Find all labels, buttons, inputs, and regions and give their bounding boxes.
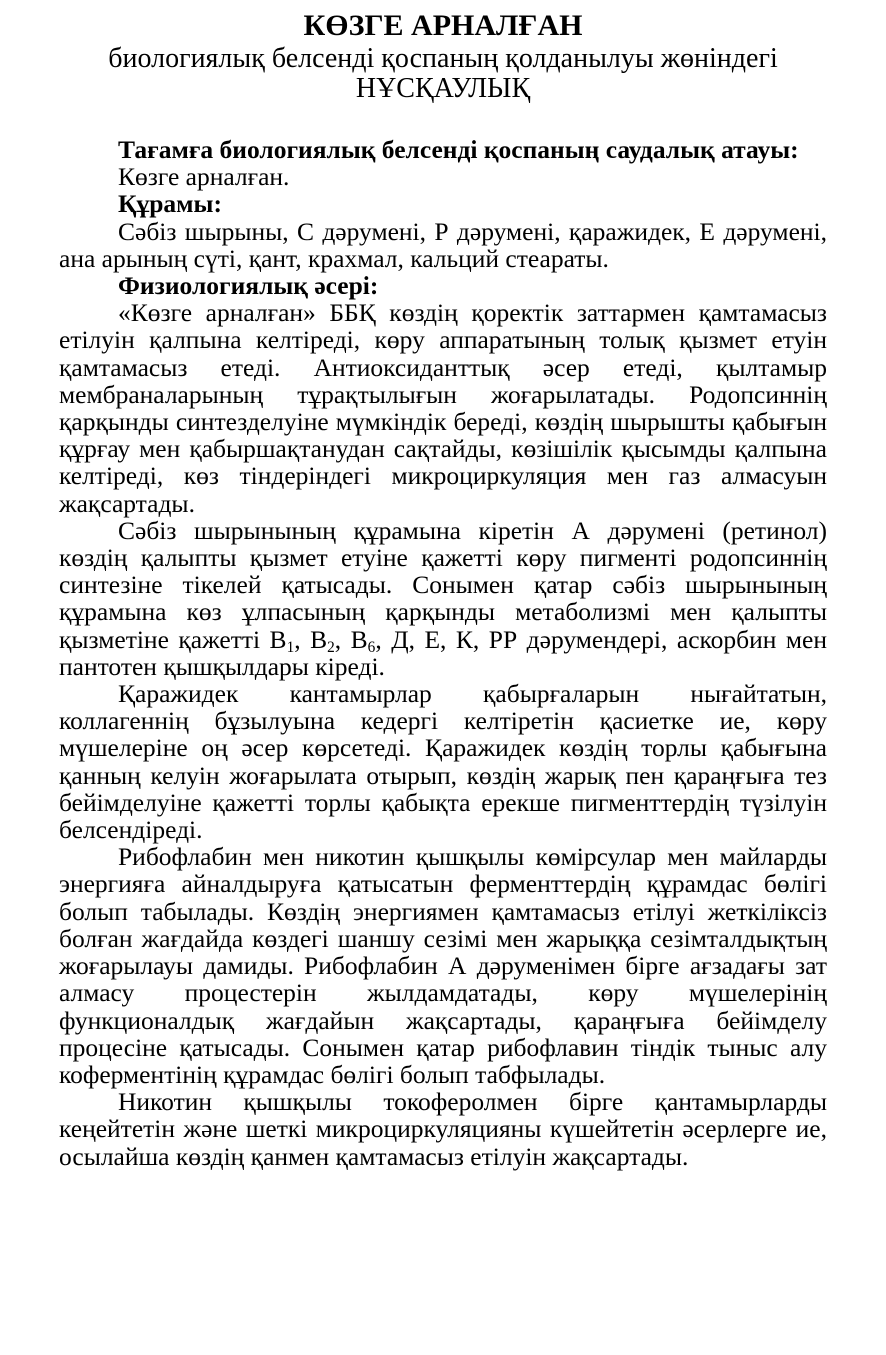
document-page (59, 8, 827, 1170)
p2-sub-2: 2 (327, 638, 335, 656)
p2-sub-3: 6 (367, 638, 376, 656)
p2-sub-1: 1 (286, 638, 295, 656)
trade-name-text: Көзге арналған. (118, 162, 290, 192)
trade-name-heading: Тағамға биологиялық белсенді қоспаның саудалық атауы: (118, 135, 799, 164)
p2-text-a: Сәбіз шырынының құрамына кіретін А дәрумені (ретинол) көздің қалыпты қызмет етуіне қажетті көру пигменті родопсиннің синтезіне тікелей қатысады. Сонымен қатар сәбіз шырынының құрамына көз ұлпасының қарқынды метаболизмі мен қалыпты қызметіне қажетті В (59, 515, 827, 654)
effect-paragraph-3: Қаражидек кантамырлар қабырғаларын нығайтатын, коллагеннің бұзылуына кедергі келтіретін қасиетке ие, көру мүшелеріне оң әсер көрсетеді. Қаражидек көздің торлы қабығына қанның келуін жоғарылата отырып, көздің жарық пен қараңғыға тез бейімделуіне қажетті торлы қабықта ерекше пигменттердің түзілуін белсендіреді. (59, 679, 827, 845)
composition-text: Сәбіз шырыны, С дәрумені, Р дәрумені, қаражидек, Е дәрумені, ана арының сүті, қант, крахмал, кальций стеараты. (59, 216, 827, 273)
composition-heading: Құрамы: (118, 189, 222, 219)
effect-paragraph-1: «Көзге арналған» ББҚ көздің қоректік заттармен қамтамасыз етілуін қалпына келтіреді, көру аппаратының толық қызмет етуін қамтамасыз етеді. Антиоксиданттық әсер етеді, қылтамыр мембраналарының тұрақтылығын жоғарылатады. Родопсиннің қарқынды синтезделуіне мүмкіндік береді, көздің шырышты қабығын құрғау мен қабыршақтанудан сақтайды, көзішілік қысымды қалпына келтіреді, көз тіндеріндегі микроциркуляция мен газ алмасуын жақсартады. (59, 298, 827, 518)
effect-heading: Физиологиялық әсері: (118, 271, 379, 301)
p2-text-b: , В (294, 624, 328, 654)
effect-paragraph-5: Никотин қышқылы токоферолмен бірге қантамырларды кеңейтетін және шеткі микроциркуляцияны күшейтетін әсерлерге ие, осылайша көздің қанмен қамтамасыз етілуін жақсартады. (59, 1087, 827, 1171)
document-title: КӨЗГЕ АРНАЛҒАН (303, 9, 583, 42)
document-subtitle: биологиялық белсенді қоспаның қолданылуы жөніндегі (108, 43, 778, 74)
p2-text-d: , Д, Е, К, РР дәрумендері, аскорбин мен пантотен қышқылдары кіреді. (59, 624, 827, 681)
document-type: НҰСҚАУЛЫҚ (355, 73, 531, 104)
effect-paragraph-4: Рибофлабин мен никотин қышқылы көмірсулар мен майларды энергияға айналдыруға қатысатын ферменттердің құрамдас бөлігі болып табылады. Көздің энергиямен қамтамасыз етілуі жеткіліксіз болған жағдайда көздегі шаншу сезімі мен жарыққа сезімталдықтың жоғарылауы дамиды. Рибофлабин А дәруменімен бірге ағзадағы зат алмасу процестерін жылдамдатады, көру мүшелерінің функционалдық жағдайын жақсартады, қараңғыға бейімделу процесіне қатысады. Сонымен қатар рибофлавин тіндік тыныс алу коферментінің құрамдас бөлігі болып табфылады. (59, 842, 827, 1089)
p2-text-c: , В (334, 624, 368, 654)
effect-paragraph-2 (59, 517, 827, 680)
